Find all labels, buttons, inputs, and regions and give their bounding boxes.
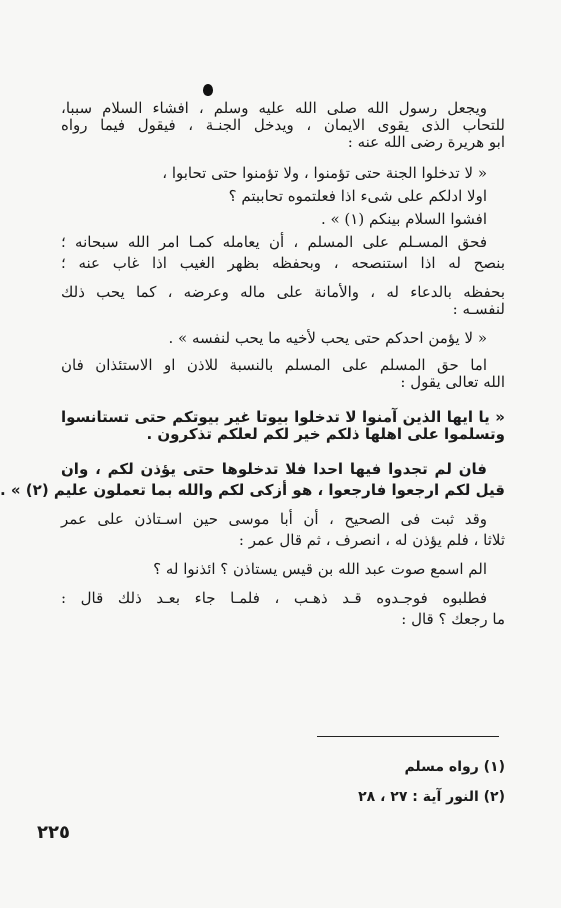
hadith-line: « لا تدخلوا الجنة حتى تؤمنوا ، ولا تؤمنوا حتى تحابوا ، <box>162 164 487 182</box>
text-line: فطلبوه فوجـدوه قـد ذهـب ، فلمـا جاء بعـد ذلك قال : <box>61 589 487 607</box>
text-line: الم اسمع صوت عبد الله بن قيس يستاذن ؟ ائذنوا له ؟ <box>153 560 487 578</box>
text-line: الله تعالى يقول : <box>400 373 505 391</box>
text-line: بنصح له اذا استنصحه ، وبحفظه بظهر الغيب اذا غاب عنه ؛ <box>61 254 505 272</box>
quran-line: فان لم تجدوا فيها احدا فلا تدخلوها حتى يؤذن لكم ، وان <box>61 460 487 478</box>
page-number: ٢٢٥ <box>37 822 70 843</box>
text-line: ابو هريرة رضى الله عنه : <box>347 133 505 151</box>
text-line: ثلاثا ، فلم يؤذن له ، انصرف ، ثم قال عمر : <box>238 531 505 549</box>
text-line: اما حق المسلم على المسلم بالنسبة للاذن او الاستئذان فان <box>61 356 487 374</box>
ink-dot <box>203 84 213 96</box>
hadith-line: اولا ادلكم على شىء اذا فعلتموه تحاببتم ؟ <box>228 187 487 205</box>
text-line: ويجعل رسول الله صلى الله عليه وسلم ، افشاء السلام سببا، <box>61 99 487 117</box>
text-line: ما رجعك ؟ قال : <box>401 610 505 628</box>
hadith-line: افشوا السلام بينكم (١) » . <box>320 210 487 228</box>
text-line: بحفظه بالدعاء له ، والأمانة على ماله وعرضه ، كما يحب ذلك <box>61 283 505 301</box>
quran-line: وتسلموا على اهلها ذلكم خير لكم لعلكم تذكرون . <box>146 425 505 443</box>
text-line: وقد ثبت فى الصحيح ، أن أبا موسى حين اسـتاذن على عمر <box>61 510 487 528</box>
quran-line: قيل لكم ارجعوا فارجعوا ، هو أزكى لكم والله بما تعملون عليم (٢) » . <box>0 481 505 499</box>
footnote-2: (٢) النور آية : ٢٧ ، ٢٨ <box>358 789 505 805</box>
text-line: لنفسـه : <box>452 300 505 318</box>
body-text <box>0 99 505 628</box>
text-line: فحق المسـلم على المسلم ، أن يعامله كمـا امر الله سبحانه ؛ <box>61 233 487 251</box>
footnotes <box>61 752 505 812</box>
text-line: للتحاب الذى يقوى الايمان ، ويدخل الجنـة ، فيقول فيما رواه <box>61 116 505 134</box>
footnote-divider <box>317 736 499 737</box>
quran-line: « يا ايها الذين آمنوا لا تدخلوا بيوتا غير بيوتكم حتى تستانسوا <box>61 408 505 426</box>
footnote-1: (١) رواه مسلم <box>404 759 505 775</box>
hadith-line: « لا يؤمن احدكم حتى يحب لأخيه ما يحب لنفسه » . <box>168 329 487 347</box>
